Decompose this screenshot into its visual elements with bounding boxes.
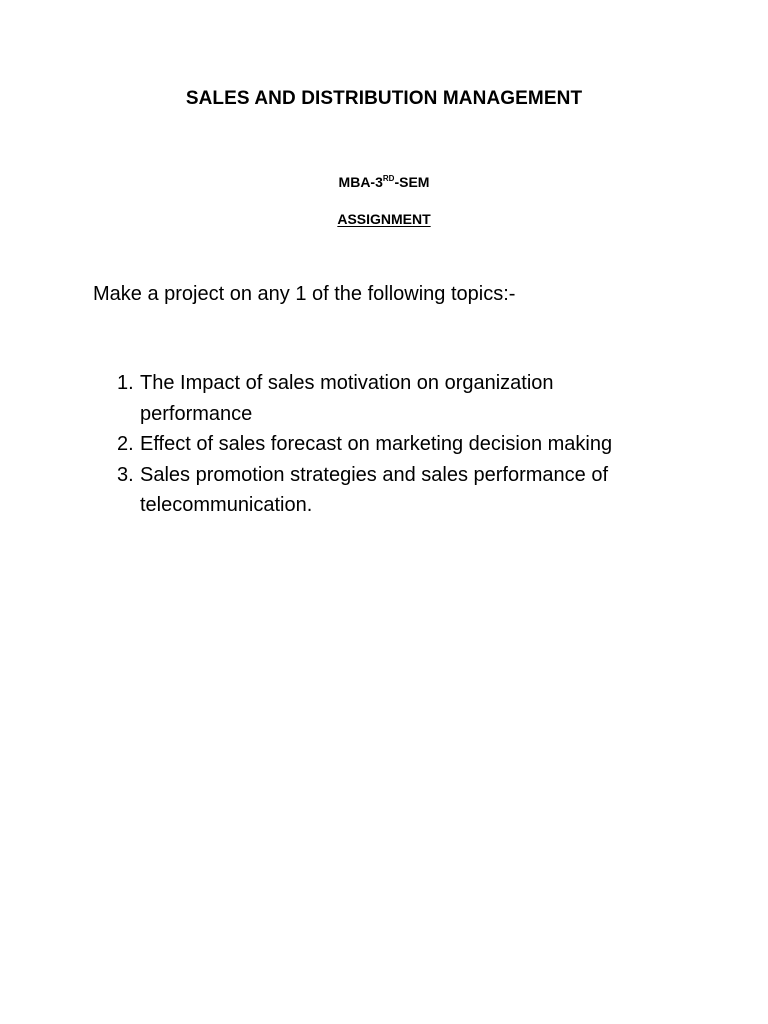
topic-text: The Impact of sales motivation on organization performance xyxy=(140,372,554,425)
course-suffix: -SEM xyxy=(394,174,430,190)
topic-number: 2. xyxy=(117,433,134,455)
topic-item-1 xyxy=(0,368,660,429)
topic-number: 1. xyxy=(117,372,134,394)
assignment-heading: ASSIGNMENT xyxy=(337,211,431,227)
document-title: SALES AND DISTRIBUTION MANAGEMENT xyxy=(185,88,583,109)
intro-text: Make a project on any 1 of the following topics:- xyxy=(93,283,516,305)
topic-list xyxy=(0,368,768,521)
topic-text: Effect of sales forecast on marketing decision making xyxy=(140,433,613,455)
topic-item-3 xyxy=(0,460,660,521)
course-superscript: RD xyxy=(382,174,395,183)
topic-item-2 xyxy=(0,429,660,460)
topic-number: 3. xyxy=(117,463,134,486)
course-label xyxy=(0,174,768,190)
course-prefix: MBA-3 xyxy=(338,174,383,190)
topic-text: Sales promotion strategies and sales performance of telecommunication. xyxy=(140,463,609,516)
